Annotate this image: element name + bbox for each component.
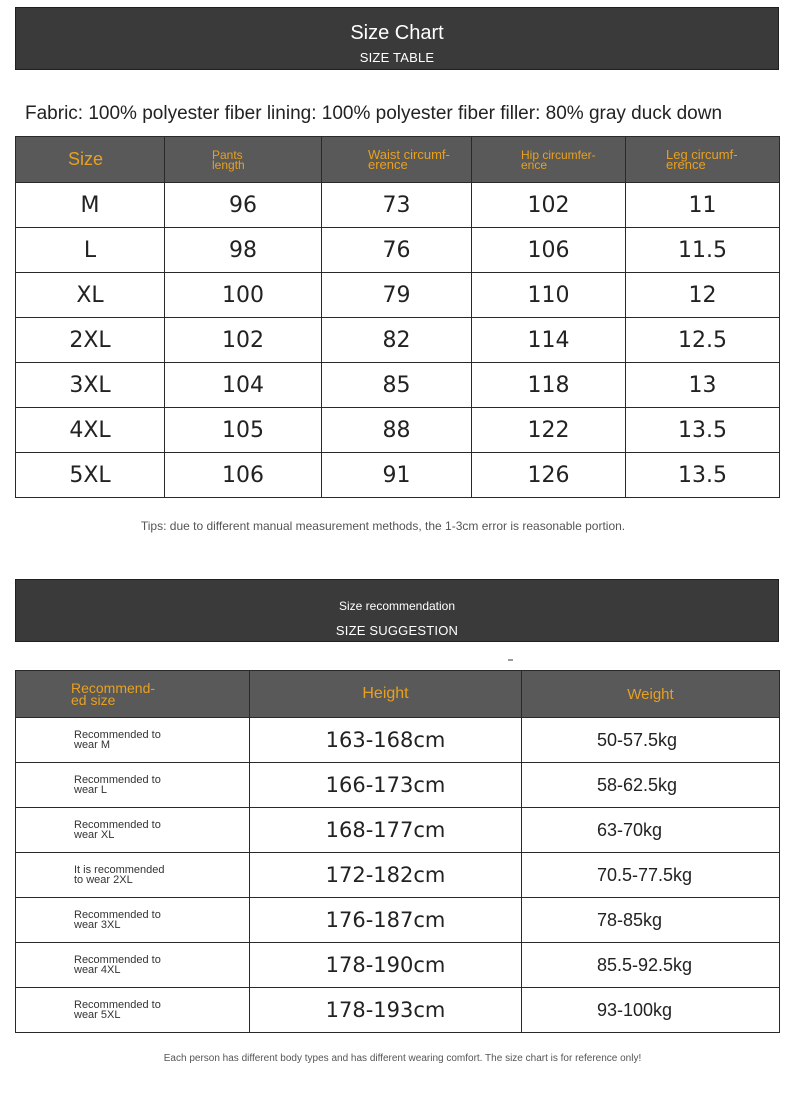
measurement-cell: 100 [165, 273, 322, 318]
height-cell: 178-190cm [250, 943, 522, 988]
recommended-size-cell: It is recommended to wear 2XL [16, 853, 250, 898]
recommended-size-cell: Recommended to wear 5XL [16, 988, 250, 1033]
header-height: Height [250, 671, 522, 718]
size-row [16, 183, 780, 228]
weight-cell: 50-57.5kg [522, 718, 780, 763]
measurement-cell: 88 [322, 408, 472, 453]
size-row [16, 228, 780, 273]
measurement-cell: 73 [322, 183, 472, 228]
header-recommended-size: Recommend-ed size [16, 671, 250, 718]
weight-cell: 93-100kg [522, 988, 780, 1033]
size-cell: 2XL [16, 318, 165, 363]
size-table-subtitle: SIZE TABLE [359, 50, 435, 65]
header-size: Size [16, 137, 165, 183]
measurement-cell: 79 [322, 273, 472, 318]
recommendation-row [16, 898, 780, 943]
fabric-description: Fabric: 100% polyester fiber lining: 100% polyester fiber filler: 80% gray duck down [25, 103, 723, 124]
size-cell: 4XL [16, 408, 165, 453]
measurement-cell: 13.5 [626, 408, 780, 453]
height-cell: 176-187cm [250, 898, 522, 943]
size-table [15, 136, 780, 498]
measurement-cell: 118 [472, 363, 626, 408]
measurement-cell: 13.5 [626, 453, 780, 498]
recommended-size-cell: Recommended to wear L [16, 763, 250, 808]
recommendation-row [16, 943, 780, 988]
recommended-size-cell: Recommended to wear XL [16, 808, 250, 853]
measurement-cell: 114 [472, 318, 626, 363]
measurement-cell: 12 [626, 273, 780, 318]
measurement-cell: 102 [165, 318, 322, 363]
header-pants-length: Pants length [165, 137, 322, 183]
measurement-cell: 11 [626, 183, 780, 228]
size-cell: L [16, 228, 165, 273]
measurement-tips: Tips: due to different manual measurement methods, the 1-3cm error is reasonable portion. [140, 519, 626, 533]
height-cell: 163-168cm [250, 718, 522, 763]
measurement-cell: 104 [165, 363, 322, 408]
size-chart-banner [15, 7, 779, 70]
weight-cell: 63-70kg [522, 808, 780, 853]
reference-footer: Each person has different body types and has different wearing comfort. The size chart is for reference only! [163, 1053, 642, 1064]
weight-cell: 85.5-92.5kg [522, 943, 780, 988]
size-recommendation-banner [15, 579, 779, 642]
size-cell: 3XL [16, 363, 165, 408]
size-row [16, 273, 780, 318]
size-cell: 5XL [16, 453, 165, 498]
measurement-cell: 102 [472, 183, 626, 228]
recommendation-row [16, 808, 780, 853]
header-waist: Waist circumf-erence [322, 137, 472, 183]
measurement-cell: 110 [472, 273, 626, 318]
header-hip: Hip circumfer-ence [472, 137, 626, 183]
size-recommendation-title: Size recommendation [338, 599, 456, 613]
measurement-cell: 126 [472, 453, 626, 498]
recommended-size-cell: Recommended to wear 3XL [16, 898, 250, 943]
recommended-size-cell: Recommended to wear M [16, 718, 250, 763]
size-table-header [16, 137, 780, 183]
size-chart-title: Size Chart [350, 22, 444, 44]
recommendation-row [16, 988, 780, 1033]
size-row [16, 363, 780, 408]
weight-cell: 70.5-77.5kg [522, 853, 780, 898]
measurement-cell: 11.5 [626, 228, 780, 273]
measurement-cell: 98 [165, 228, 322, 273]
measurement-cell: 106 [472, 228, 626, 273]
decorative-mark [508, 659, 513, 661]
size-row [16, 408, 780, 453]
recommendation-table [15, 670, 780, 1033]
height-cell: 168-177cm [250, 808, 522, 853]
measurement-cell: 106 [165, 453, 322, 498]
header-leg: Leg circumf-erence [626, 137, 780, 183]
measurement-cell: 12.5 [626, 318, 780, 363]
weight-cell: 78-85kg [522, 898, 780, 943]
measurement-cell: 91 [322, 453, 472, 498]
size-row [16, 453, 780, 498]
size-cell: XL [16, 273, 165, 318]
height-cell: 172-182cm [250, 853, 522, 898]
recommendation-row [16, 853, 780, 898]
height-cell: 178-193cm [250, 988, 522, 1033]
measurement-cell: 122 [472, 408, 626, 453]
recommended-size-cell: Recommended to wear 4XL [16, 943, 250, 988]
height-cell: 166-173cm [250, 763, 522, 808]
measurement-cell: 76 [322, 228, 472, 273]
measurement-cell: 96 [165, 183, 322, 228]
measurement-cell: 13 [626, 363, 780, 408]
measurement-cell: 105 [165, 408, 322, 453]
measurement-cell: 82 [322, 318, 472, 363]
header-weight: Weight [522, 671, 780, 718]
size-suggestion-subtitle: SIZE SUGGESTION [335, 623, 459, 638]
size-row [16, 318, 780, 363]
recommendation-row [16, 763, 780, 808]
recommendation-row [16, 718, 780, 763]
size-cell: M [16, 183, 165, 228]
weight-cell: 58-62.5kg [522, 763, 780, 808]
measurement-cell: 85 [322, 363, 472, 408]
recommendation-table-header [16, 671, 780, 718]
